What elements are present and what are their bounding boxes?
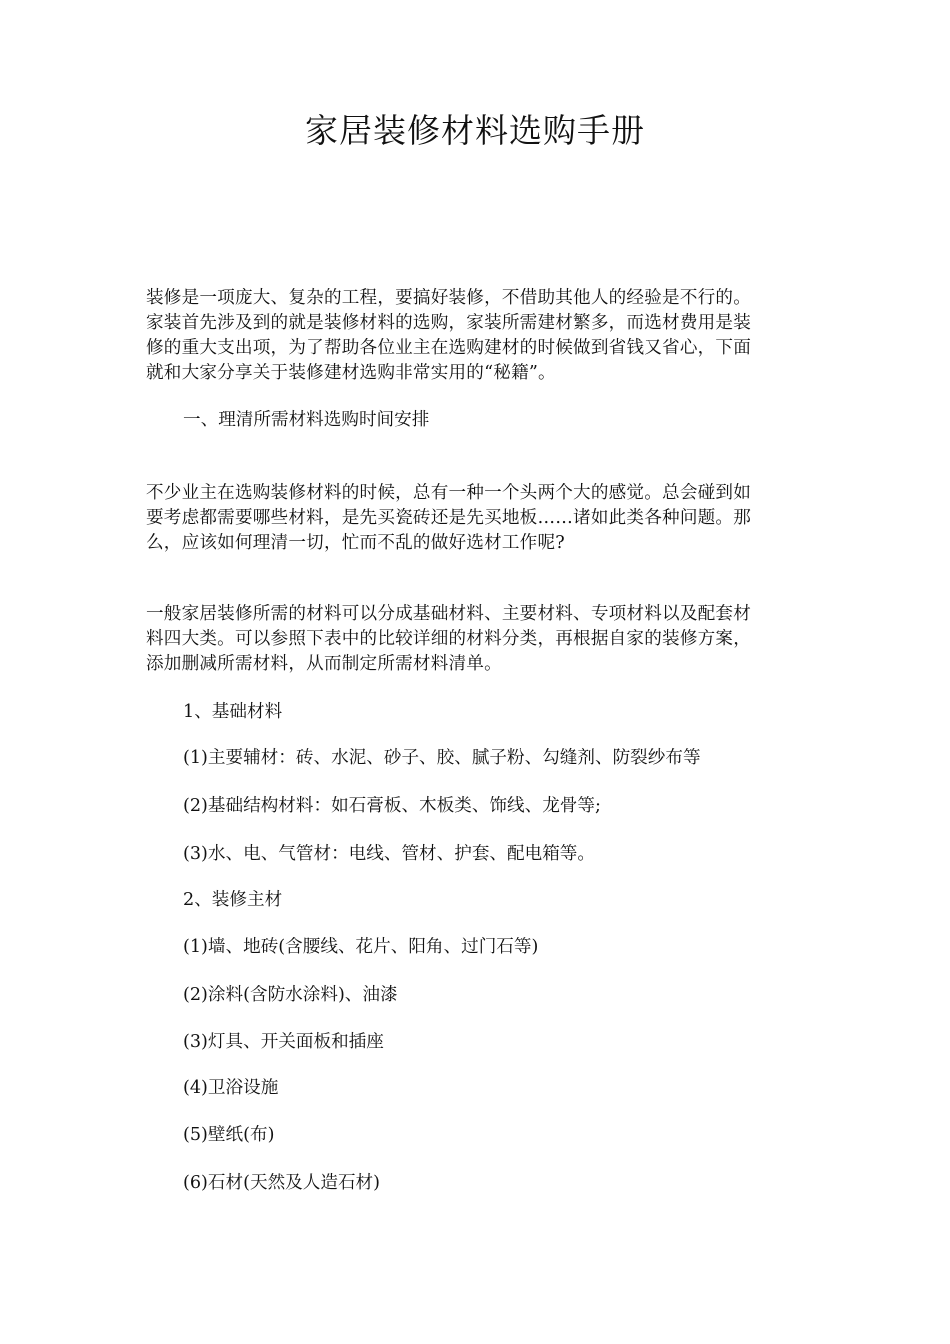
paragraph-2 xyxy=(146,481,806,556)
para-3-line-2: 料四大类。可以参照下表中的比较详细的材料分类，再根据自家的装修方案， xyxy=(146,629,751,649)
para-3-line-1: 一般家居装修所需的材料可以分成基础材料、主要材料、专项材料以及配套材 xyxy=(146,604,751,624)
main-item-5: (5)壁纸(布) xyxy=(183,1125,275,1145)
main-item-4: (4)卫浴设施 xyxy=(183,1078,279,1098)
para-2-line-2: 要考虑都需要哪些材料，是先买瓷砖还是先买地板……诸如此类各种问题。那 xyxy=(146,508,751,528)
para-2-line-1: 不少业主在选购装修材料的时候，总有一种一个头两个大的感觉。总会碰到如 xyxy=(146,483,751,503)
basic-item-3: (3)水、电、气管材：电线、管材、护套、配电箱等。 xyxy=(183,844,595,864)
paragraph-3 xyxy=(146,602,806,677)
intro-line-4: 就和大家分享关于装修建材选购非常实用的“秘籍”。 xyxy=(146,363,556,383)
intro-paragraph xyxy=(146,286,806,386)
basic-materials-heading: 1、基础材料 xyxy=(183,702,283,722)
basic-item-2: (2)基础结构材料：如石膏板、木板类、饰线、龙骨等; xyxy=(183,796,601,816)
intro-line-3: 修的重大支出项，为了帮助各位业主在选购建材的时候做到省钱又省心，下面 xyxy=(146,338,751,358)
main-item-3: (3)灯具、开关面板和插座 xyxy=(183,1032,384,1052)
para-2-line-3: 么，应该如何理清一切，忙而不乱的做好选材工作呢? xyxy=(146,533,565,553)
basic-item-1: (1)主要辅材：砖、水泥、砂子、胶、腻子粉、勾缝剂、防裂纱布等 xyxy=(183,748,701,768)
main-item-6: (6)石材(天然及人造石材) xyxy=(183,1173,380,1193)
document-title: 家居装修材料选购手册 xyxy=(305,111,645,150)
main-item-2: (2)涂料(含防水涂料)、油漆 xyxy=(183,985,398,1005)
section-1-heading: 一、理清所需材料选购时间安排 xyxy=(183,410,430,430)
para-3-line-3: 添加删减所需材料，从而制定所需材料清单。 xyxy=(146,654,502,674)
intro-line-1: 装修是一项庞大、复杂的工程，要搞好装修，不借助其他人的经验是不行的。 xyxy=(146,288,751,308)
main-materials-heading: 2、装修主材 xyxy=(183,890,283,910)
intro-line-2: 家装首先涉及到的就是装修材料的选购，家装所需建材繁多，而选材费用是装 xyxy=(146,313,751,333)
main-item-1: (1)墙、地砖(含腰线、花片、阳角、过门石等) xyxy=(183,937,539,957)
